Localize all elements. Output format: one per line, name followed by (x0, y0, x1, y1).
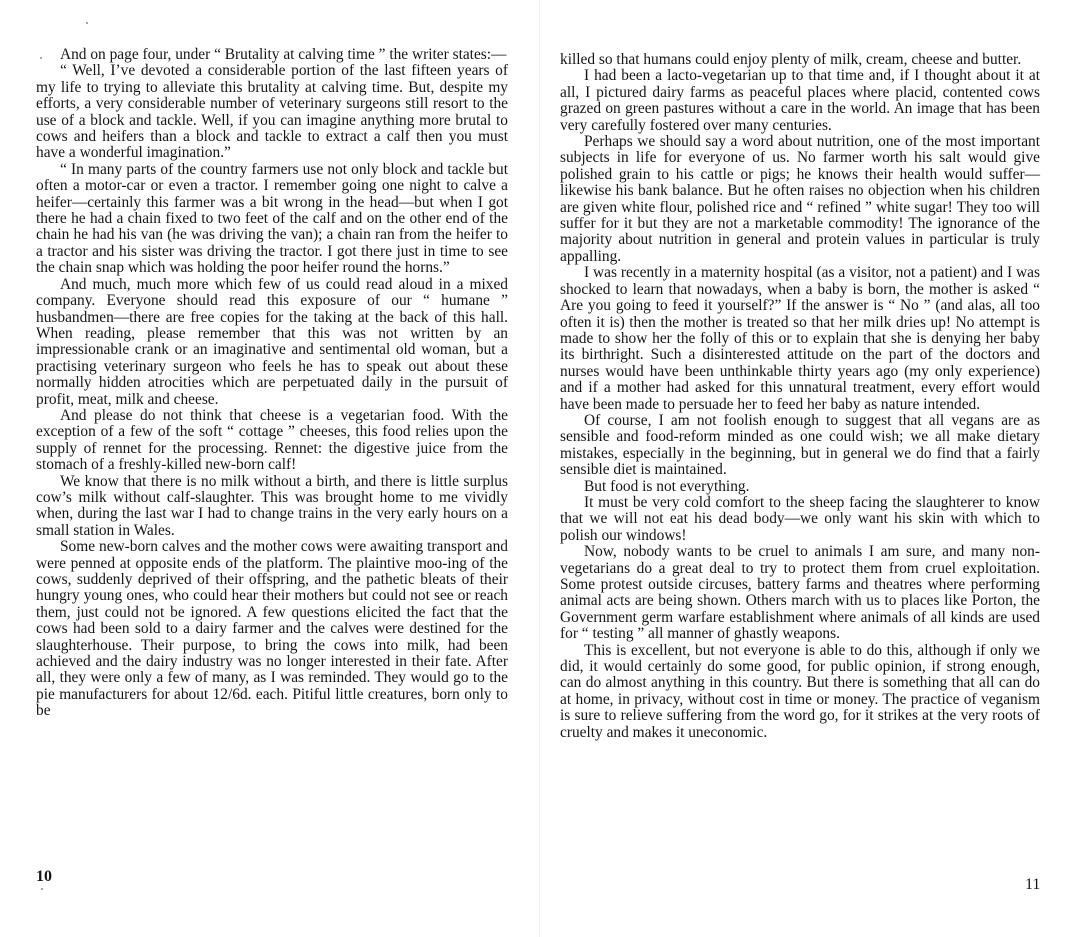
paragraph: This is excellent, but not everyone is able to do this, although if only we did, it would certainly do some good, for public opinion, if strong enough, can do almost anything in this country. But there is something that all can do at home, in privacy, without cost in time or money. The practice of veganism is sure to relieve suffering from the word go, for it strikes at the very roots of cruelty and makes it uneconomic. (560, 641, 1040, 741)
page-number: 11 (1025, 876, 1041, 893)
left-text-column (36, 47, 508, 720)
paragraph: And much, much more which few of us could read aloud in a mixed company. Everyone should read this exposure of our “ humane ” husbandmen—there are free copies for the taking at the back of this hall. When reading, please remember that this was not written by an impressionable crank or an imaginative and sentimental old woman, but a practising veterinary surgeon who feels he has to speak out about these normally hidden atrocities which are perpetuated daily in the pursuit of profit, meat, milk and cheese. (36, 275, 508, 408)
paragraph: “ In many parts of the country farmers use not only block and tackle but often a motor-car or even a tractor. I remember going one night to calve a heifer—certainly this farmer was a bit wrong in the head—but when I got there he had a chain fixed to two feet of the calf and on the other end of the chain he had his van (he was driving the van); a chain ran from the heifer to a tractor and his sister was driving the tractor. I got there just in time to see the chain snap which was holding the poor heifer round the horns.” (36, 160, 508, 277)
paragraph: We know that there is no milk without a birth, and there is little surplus cow’s milk without calf-slaughter. This was brought home to me vividly when, during the last war I had to change trains in the very early hours on a small station in Wales. (36, 472, 508, 539)
paragraph: “ Well, I’ve devoted a considerable portion of the last fifteen years of my life to trying to alleviate this brutality at calving time. But, despite my efforts, a very considerable number of veterinary surgeons still resort to the use of a block and tackle. Well, if you can imagine anything more brutal to cows and heifers than a block and tackle to extract a calf then you must have a wonderful imagination.” (36, 62, 508, 162)
right-text-column (560, 52, 1040, 741)
paragraph: But food is not everything. (584, 477, 750, 495)
paragraph: I was recently in a maternity hospital (as a visitor, not a patient) and I was shocked to learn that nowadays, when a baby is born, the mother is asked “ Are you going to feed it yourself?” If the answer is “ No ” (and alas, all too often it is) then the mother is treated so that her milk dries up! No attempt is made to show her the folly of this or to explain that she is denying her baby its birthright. Such a disinterested attitude on the part of the doctors and nurses would have been unthinkable thirty years ago (my only experience) and if a mother had asked for this unnatural treatment, every effort would have been made to persuade her to feed her baby as nature intended. (560, 264, 1040, 413)
page-number: 10 (36, 868, 52, 885)
paragraph: Now, nobody wants to be cruel to animals I am sure, and many non-vegetarians do a great deal to try to protect them from cruel exploitation. Some protest outside circuses, battery farms and theatres where performing animal acts are being shown. Others march with us to places like Porton, the Government germ warfare establishment where animals of all kinds are used for “ testing ” all manner of ghastly weapons. (560, 543, 1040, 643)
scan-speck (40, 57, 42, 59)
paragraph: And please do not think that cheese is a vegetarian food. With the exception of a few of the soft “ cottage ” cheeses, this food relies upon the supply of rennet for the processing. Rennet: the digestive juice from the stomach of a freshly-killed new-born calf! (36, 406, 508, 474)
paragraph: Some new-born calves and the mother cows were awaiting transport and were penned at opposite ends of the platform. The plaintive moo-ing of the cows, suddenly deprived of their offspring, and the pathetic bleats of their hungry young ones, who could hear their mothers but could not see or reach them, just could not be ignored. A few questions elicited the fact that the cows had been sold to a dairy farmer and the calves were destined for the slaughterhouse. Their purpose, to bring the cows into milk, had been achieved and the dairy industry was no longer interested in their fate. After all, they were only a few of many, as I was reminded. They would go to the pie manufacturers for about 12/6d. each. Pitiful little creatures, born only to be (36, 538, 508, 720)
paragraph: And on page four, under “ Brutality at calving time ” the writer states:— (60, 46, 507, 63)
paragraph: killed so that humans could enjoy plenty of milk, cream, cheese and butter. (560, 51, 1022, 68)
scan-speck (86, 22, 88, 24)
scan-speck (41, 888, 43, 890)
paragraph: Of course, I am not foolish enough to suggest that all vegans are as sensible and food-reform minded as one could wish; we all make dietary mistakes, especially in the beginning, but in general we do find that a fairly sensible diet is maintained. (560, 411, 1040, 479)
paragraph: It must be very cold comfort to the sheep facing the slaughterer to know that we will not eat his dead body—we only want his skin with which to polish our windows! (560, 493, 1040, 544)
paragraph: Perhaps we should say a word about nutrition, one of the most important subjects in life for everyone of us. No farmer worth his salt would give polished grain to his cattle or pigs; he knows their health would suffer—likewise his bank balance. But he often raises no objection when his children are given white flour, polished rice and “ refined ” white sugar! They too will suffer for it but they are not a marketable commodity! The ignorance of the majority about nutrition in general and protein values in particular is truly appalling. (560, 133, 1040, 265)
right-page (540, 0, 1077, 937)
paragraph: I had been a lacto-vegetarian up to that time and, if I thought about it at all, I pictured dairy farms as peaceful places where placid, contented cows grazed on green pastures without a care in the world. An image that has been very carefully fostered over many centuries. (560, 67, 1040, 134)
